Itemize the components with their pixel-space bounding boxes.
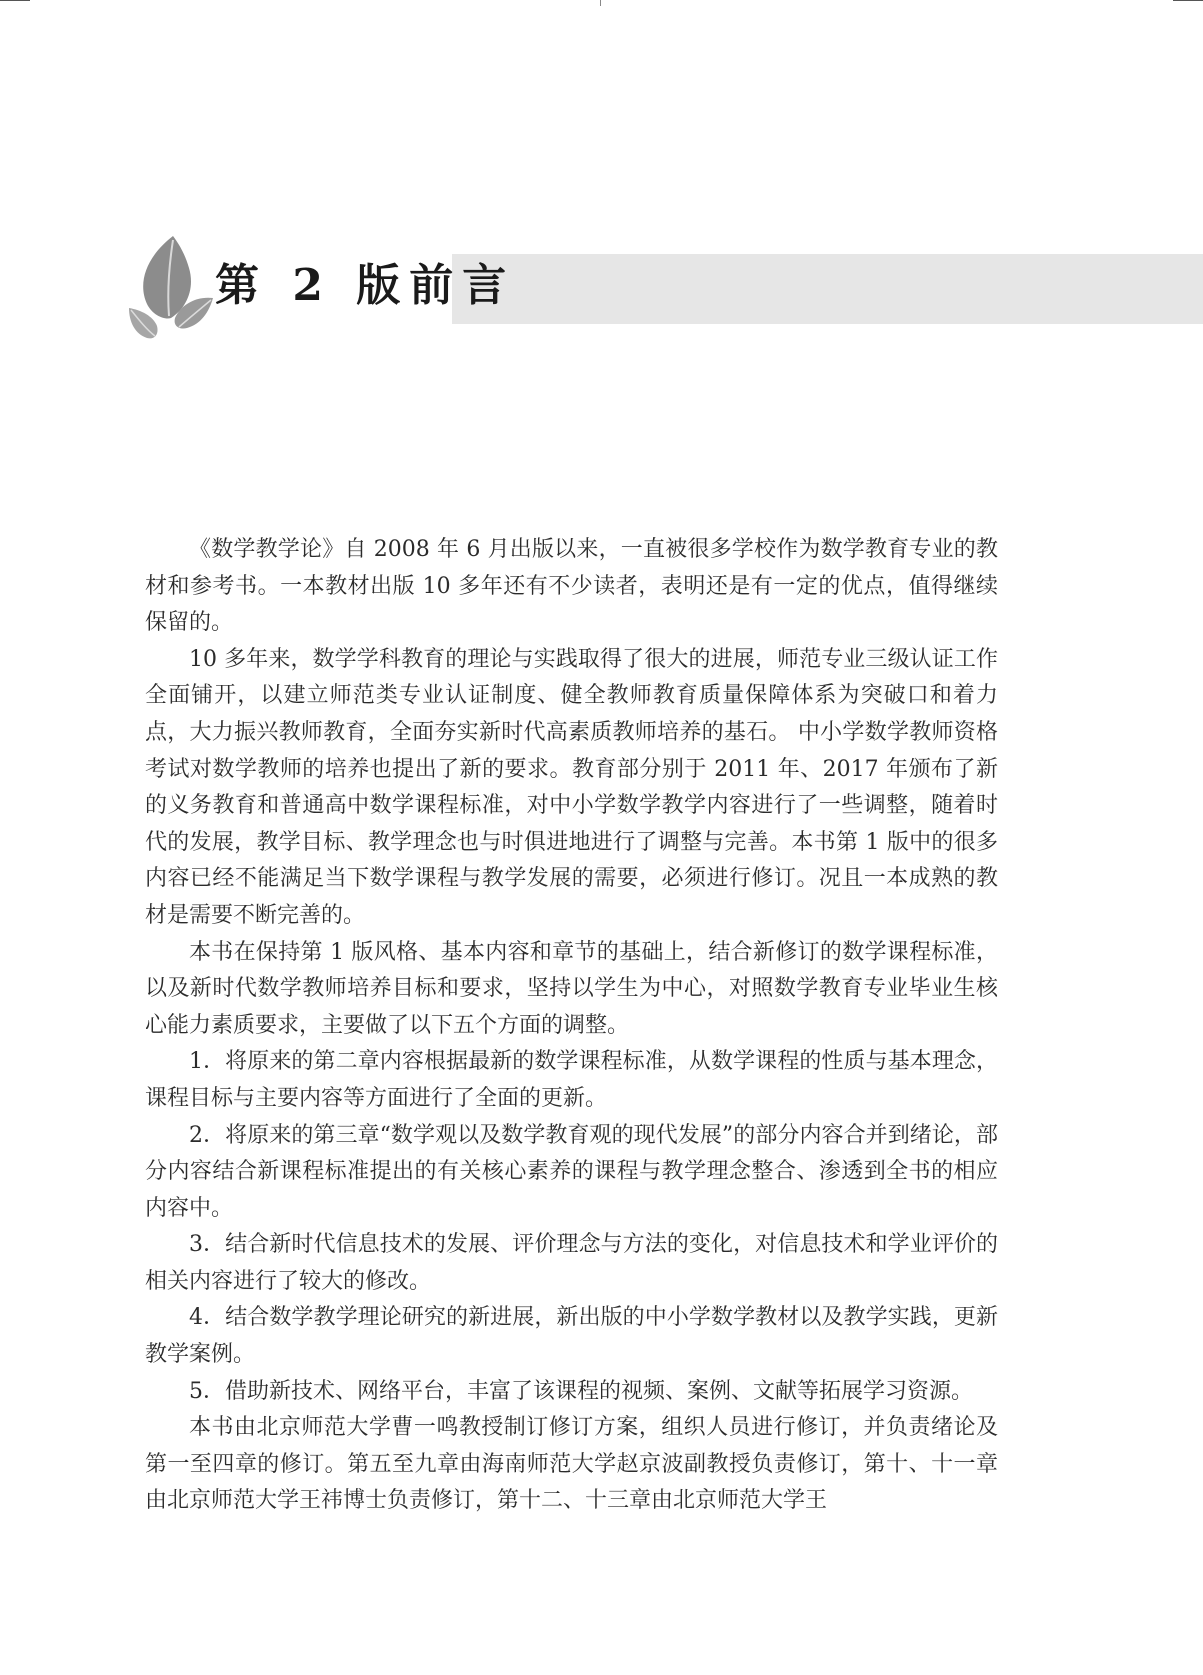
page-title: 第 2 版前言 xyxy=(215,260,516,311)
paragraph: 10 多年来，数学学科教育的理论与实践取得了很大的进展，师范专业三级认证工作全面铺开，以建立师范类专业认证制度、健全教师教育质量保障体系为突破口和着力点，大力振兴教师教育，全面夯实新时代高素质教师培养的基石。 中小学数学教师资格考试对数学教师的培养也提出了新的要求。教育部分别于 2011 年、2017 年颁布了新的义务教育和普通高中数学课程标准，对中小学数学教学内容进行了一些调整，随着时代的发展，教学目标、教学理念也与时俱进地进行了调整与完善。本书第 1 版中的很多内容已经不能满足当下数学课程与教学发展的需要，必须进行修订。况且一本成熟的教材是需要不断完善的。 xyxy=(145,646,998,928)
paragraph: 本书由北京师范大学曹一鸣教授制订修订方案，组织人员进行修订，并负责绪论及第一至四章的修订。第五至九章由海南师范大学赵京波副教授负责修订，第十、十一章由北京师范大学王祎博士负责修订，第十二、十三章由北京师范大学王 xyxy=(145,1415,998,1514)
title-band xyxy=(452,254,1203,324)
leaf-icon xyxy=(125,230,215,345)
paragraph: 《数学教学论》自 2008 年 6 月出版以来，一直被很多学校作为数学教育专业的教材和参考书。一本教材出版 10 多年还有不少读者，表明还是有一定的优点，值得继续保留的。 xyxy=(145,537,998,636)
paragraph: 3．结合新时代信息技术的发展、评价理念与方法的变化，对信息技术和学业评价的相关内容进行了较大的修改。 xyxy=(145,1232,998,1294)
paragraph: 4．结合数学教学理论研究的新进展，新出版的中小学数学教材以及教学实践，更新教学案例。 xyxy=(145,1305,998,1368)
chapter-header xyxy=(0,230,1203,350)
crop-mark-right xyxy=(1173,0,1203,5)
body-text xyxy=(145,532,998,1520)
paragraph: 2．将原来的第三章“数学观以及数学教育观的现代发展”的部分内容合并到绪论，部分内容结合新课程标准提出的有关核心素养的课程与教学理念整合、渗透到全书的相应内容中。 xyxy=(145,1122,998,1221)
crop-mark-center xyxy=(600,0,602,6)
crop-mark-left xyxy=(0,0,30,5)
paragraph: 本书在保持第 1 版风格、基本内容和章节的基础上，结合新修订的数学课程标准，以及新时代数学教师培养目标和要求，坚持以学生为中心，对照数学教育专业毕业生核心能力素质要求，主要做了以下五个方面的调整。 xyxy=(145,939,998,1038)
paragraph: 5．借助新技术、网络平台，丰富了该课程的视频、案例、文献等拓展学习资源。 xyxy=(189,1378,973,1404)
paragraph: 1．将原来的第二章内容根据最新的数学课程标准，从数学课程的性质与基本理念，课程目标与主要内容等方面进行了全面的更新。 xyxy=(145,1049,998,1111)
